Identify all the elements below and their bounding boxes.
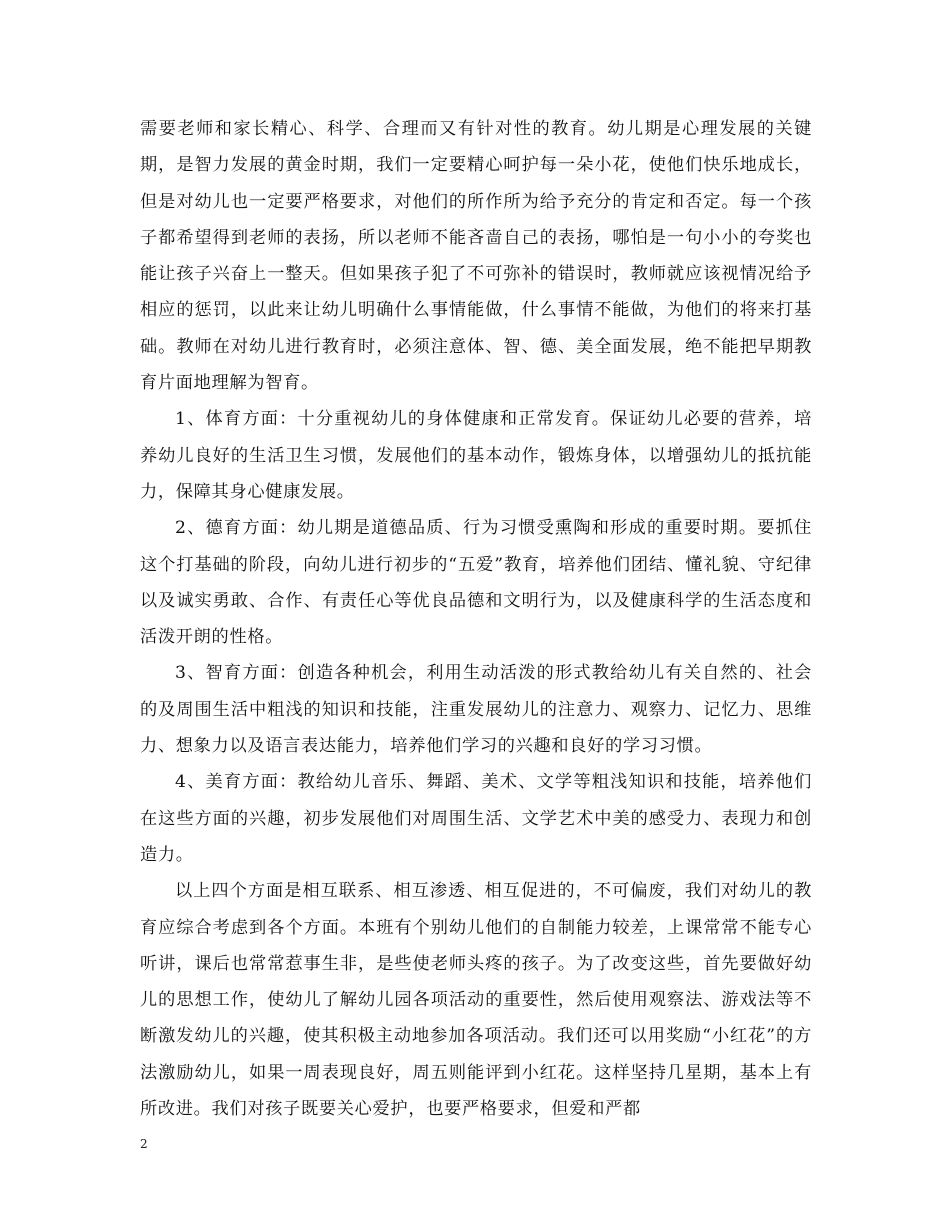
paragraph-intellectual-education: 3、智育方面：创造各种机会，利用生动活泼的形式教给幼儿有关自然的、社会的及周围生活中粗浅的知识和技能，注重发展幼儿的注意力、观察力、记忆力、思维力、想象力以及语言表达能力，培养他们学习的兴趣和良好的学习习惯。 [140, 663, 812, 757]
body-text [140, 111, 812, 1127]
paragraph-intro: 需要老师和家长精心、科学、合理而又有针对性的教育。幼儿期是心理发展的关键期，是智力发展的黄金时期，我们一定要精心呵护每一朵小花，使他们快乐地成长，但是对幼儿也一定要严格要求，对他们的所作所为给予充分的肯定和否定。每一个孩子都希望得到老师的表扬，所以老师不能吝啬自己的表扬，哪怕是一句小小的夸奖也能让孩子兴奋上一整天。但如果孩子犯了不可弥补的错误时，教师就应该视情况给予相应的惩罚，以此来让幼儿明确什么事情能做，什么事情不能做，为他们的将来打基础。教师在对幼儿进行教育时，必须注意体、智、德、美全面发展，绝不能把早期教育片面地理解为智育。 [140, 119, 812, 394]
paragraph-aesthetic-education: 4、美育方面：教给幼儿音乐、舞蹈、美术、文学等粗浅知识和技能，培养他们在这些方面的兴趣，初步发展他们对周围生活、文学艺术中美的感受力、表现力和创造力。 [140, 772, 812, 865]
paragraph-summary: 以上四个方面是相互联系、相互渗透、相互促进的，不可偏废，我们对幼儿的教育应综合考虑到各个方面。本班有个别幼儿他们的自制能力较差，上课常常不能专心听讲，课后也常常惹事生非，是些使老师头疼的孩子。为了改变这些，首先要做好幼儿的思想工作，使幼儿了解幼儿园各项活动的重要性，然后使用观察法、游戏法等不断激发幼儿的兴趣，使其积极主动地参加各项活动。我们还可以用奖励“小红花”的方法激励幼儿，如果一周表现良好，周五则能评到小红花。这样坚持几星期，基本上有所改进。我们对孩子既要关心爱护，也要严格要求，但爱和严都 [140, 881, 812, 1120]
page-number: 2 [140, 1137, 148, 1151]
paragraph-physical-education: 1、体育方面：十分重视幼儿的身体健康和正常发育。保证幼儿必要的营养，培养幼儿良好的生活卫生习惯，发展他们的基本动作，锻炼身体，以增强幼儿的抵抗能力，保障其身心健康发展。 [140, 409, 812, 502]
paragraph-moral-education: 2、德育方面：幼儿期是道德品质、行为习惯受熏陶和形成的重要时期。要抓住这个打基础的阶段，向幼儿进行初步的“五爱”教育，培养他们团结、懂礼貌、守纪律以及诚实勇敢、合作、有责任心等优良品德和文明行为，以及健康科学的生活态度和活泼开朗的性格。 [140, 518, 812, 648]
